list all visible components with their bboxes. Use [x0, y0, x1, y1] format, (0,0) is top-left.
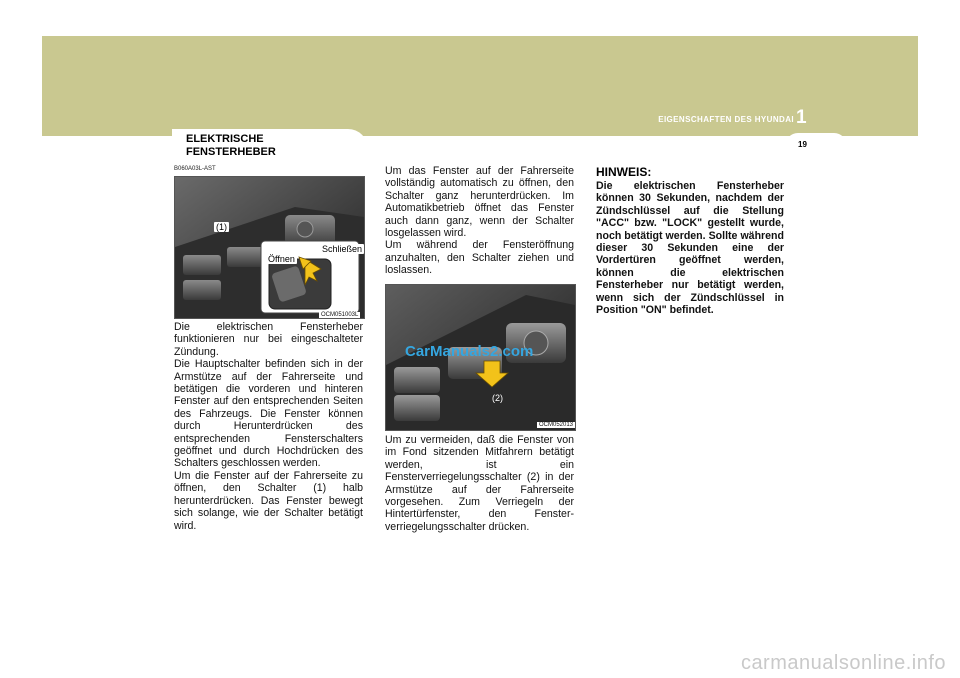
chapter-title: EIGENSCHAFTEN DES HYUNDAI [658, 115, 794, 124]
page-number-tab [785, 133, 847, 159]
column1-paragraph: Die Hauptschalter befinden sich in der Armstütze auf der Fahrerseite und betätigen die vorderen und hinteren Fenster auf den entsprechenden Seiten des Fahrzeugs. Die Fenster können durch Herunterdrücken des entsprechenden Fensterschalters geöffnet und durch Hochdrücken des Schalters geschlossen werden. [174, 358, 363, 470]
photo-overlay-watermark: CarManuals2.com [405, 343, 534, 360]
footer-watermark: carmanualsonline.info [740, 652, 946, 674]
column2-paragraph: Um das Fenster auf der Fahrerseite vollständig automatisch zu öffnen, den Schalter ganz herunterdrücken. Im Automatikbetrieb öffnet das Fenster auch dann ganz, wenn der Schalter losgelassen wird. [385, 165, 574, 240]
section-title: ELEKTRISCHE FENSTERHEBER [186, 133, 276, 158]
section-code: B060A03L-AST [174, 166, 216, 172]
chapter-number: 1 [796, 107, 807, 128]
column1-text [174, 321, 363, 532]
callout-1: (1) [216, 222, 227, 232]
callout-2: (2) [492, 393, 503, 403]
column1-paragraph: Um die Fenster auf der Fahrerseite zu öffnen, den Schalter (1) halb herunterdrücken. Das Fenster bewegt sich solange, wie der Schalter betätigt wird. [174, 469, 363, 532]
callout-close: Schließen [322, 244, 363, 254]
figure2-code: OCM052013 [539, 422, 574, 428]
callout-open: Öffnen [268, 254, 295, 264]
page-number: 19 [798, 140, 807, 149]
note-text: Die elektrischen Fensterheber können 30 Sekunden, nachdem der Zündschlüssel auf die Stellung "ACC" bzw. "LOCK" gestellt wurde, noch betätigt werden. Sollte während dieser 30 Sekunden eine der Vordertüren geöffnet werden, können die elektrischen Fensterheber nur betätigt werden, wenn sich der Zündschlüssel in Position "ON" befindet. [596, 180, 784, 317]
column2-text-top [385, 165, 574, 277]
column2-paragraph: Um während der Fensteröffnung anzuhalten, den Schalter ziehen und loslassen. [385, 239, 574, 277]
note-heading: HINWEIS: [596, 165, 652, 179]
column2-text-bottom: Um zu vermeiden, daß die Fenster von im Fond sitzenden Mitfahrern betätigt werden, ist ein Fensterverriegelungsschalter (2) in der Armstütze auf der Fahrerseite vorgesehen. Zum Verriegeln der Hintertürfenster, den Fenster-verriegelungsschalter drücken. [385, 434, 574, 533]
figure1-code: OCM051003L [321, 312, 359, 318]
column1-paragraph: Die elektrischen Fensterheber funktionieren nur bei eingeschalteter Zündung. [174, 321, 363, 358]
